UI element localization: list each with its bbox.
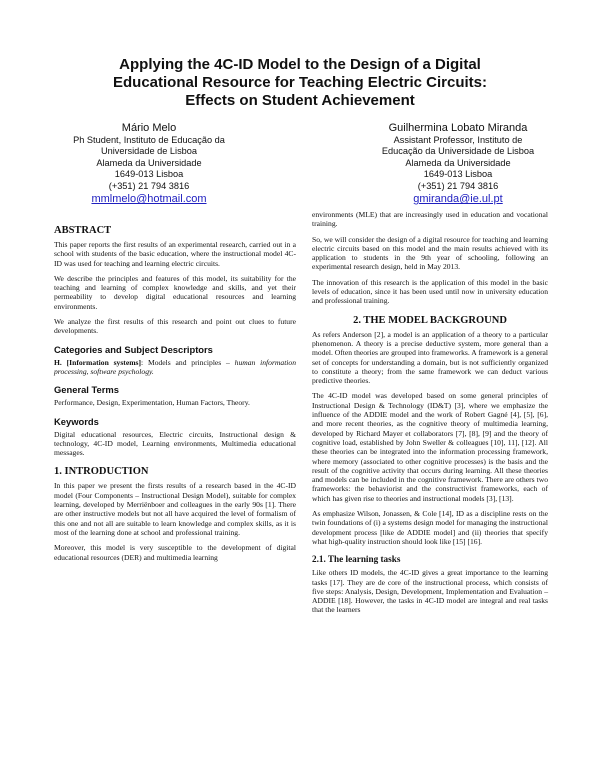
author-phone: (+351) 21 794 3816	[108, 180, 190, 191]
paper-title	[40, 56, 560, 110]
introduction-heading: 1. INTRODUCTION	[54, 466, 149, 478]
author-affiliation: Universidade de Lisboa	[100, 146, 198, 157]
author-affiliation: Assistant Professor, Instituto de	[393, 134, 523, 145]
abstract-paragraph: We analyze the first results of this research and point out clues to future developments.	[54, 317, 296, 336]
author-affiliation: Educação da Universidade de Lisboa	[381, 146, 535, 157]
introduction-paragraph: Moreover, this model is very susceptible to the development of digital educational resources (DER) and multimedia learning	[54, 543, 296, 562]
author-address: 1649-013 Lisboa	[114, 169, 184, 180]
author-name: Mário Melo	[121, 122, 177, 134]
learning-tasks-paragraph: Like others ID models, the 4C-ID gives a great importance to the learning tasks [17]. They are de core of the instructional process, which consists of five steps: Analysis, Design, Development, Implementation and Evaluation – ADDIE [18]. However, the tasks in 4C-ID model are integral and real tasks that the learners	[312, 568, 548, 615]
categories-text: : Models and principles –	[141, 357, 235, 367]
general-terms-heading: General Terms	[54, 384, 119, 396]
abstract-paragraph: This paper reports the first results of an experimental research, carried out in a school with students of the basic education, where the instructional model 4C-ID was used for teaching and learning electric circuits.	[54, 240, 296, 268]
author-block-melo	[60, 122, 238, 206]
abstract-paragraph: We describe the principles and features of this model, its suitability for the teaching and learning of complex knowledge and skills, and yet their permeability to develop digital educational resources and learning environments.	[54, 273, 296, 311]
left-column	[54, 225, 296, 568]
introduction-paragraph: In this paper we present the firsts results of a research based in the 4C-ID model (Four Components – Instructional Design Model), suitable for complex learning, developed by Merriënboer and colleagues in the early 90s [1]. There are other instructive models but not all have acquired the level of formalism of this one and not all are suitable to learn knowledge and complex skills, as it is most of the learning done at school and professional training.	[54, 481, 296, 537]
categories-italic: human information processing, software psychology.	[54, 357, 297, 376]
author-affiliation: Ph Student, Instituto de Educação da	[73, 134, 225, 145]
title-line: Educational Resource for Teaching Electric Circuits:	[113, 74, 487, 91]
author-phone: (+351) 21 794 3816	[417, 180, 499, 191]
author-address: Alameda da Universidade	[405, 157, 511, 168]
background-paragraph: The 4C-ID model was developed based on some general principles of Instructional Design & Technology (ID&T) [3], where we emphasize the influence of the ADDIE model and the work of Robert Gagné [4], [5], [6], and more recent theories, as the cognitive theory of multimedia learning, developed by Richard Mayer et collaborators [7], [8], [9] and the theory of cognitive load, established by John Sweller & colleagues [10], 11], [12]. All these theories can be integrated into the information processing framework, where memory (associated to other cognitive processes) is the basis and the result of the cognitive activity that occurs during learning. All these theories and models can be included in the cognitive framework. There are others two frameworks: the behaviorist and the constructivist frameworks, each of which has given rise to theories and instructional models [3], [13].	[312, 391, 548, 503]
abstract-heading: ABSTRACT	[54, 225, 112, 236]
model-background-heading: 2. THE MODEL BACKGROUND	[353, 314, 507, 326]
background-paragraph: As emphasize Wilson, Jonassen, & Cole [14], ID as a discipline rests on the twin foundations of (i) a systems design model for managing the instructional development process [like de ADDIE model] and (ii) theories that specify what high-quality instruction should look like [15] [16].	[312, 509, 548, 546]
author-block-miranda	[370, 122, 546, 206]
author-address: Alameda da Universidade	[96, 157, 202, 168]
title-line: Applying the 4C-ID Model to the Design of a Digital	[119, 56, 481, 73]
learning-tasks-heading: 2.1. The learning tasks	[312, 554, 401, 565]
author-address: 1649-013 Lisboa	[423, 169, 493, 180]
categories-heading: Categories and Subject Descriptors	[54, 343, 213, 355]
author-name: Guilhermina Lobato Miranda	[388, 122, 528, 134]
author-email-link[interactable]: mmlmelo@hotmail.com	[91, 193, 207, 206]
author-email-link[interactable]: gmiranda@ie.ul.pt	[413, 193, 503, 206]
introduction-paragraph: The innovation of this research is the application of this model in the basic levels of education, since it has been used until now in university education and professional training.	[312, 277, 548, 306]
title-line: Effects on Student Achievement	[185, 92, 415, 109]
categories-paragraph	[54, 358, 296, 377]
general-terms-text: Performance, Design, Experimentation, Human Factors, Theory.	[54, 398, 250, 408]
keywords-heading: Keywords	[54, 415, 99, 427]
background-paragraph: As refers Anderson [2], a model is an application of a theory to a particular phenomenon. A theory is a precise deductive system, more general than a model. Often theories are grouped into frameworks. A framework is a general set of concepts for understanding a domain, but is not sufficiently organized to constitute a theory; from the same framework we can deduct various predictive theories.	[312, 329, 548, 386]
categories-code: H. [Information systems]	[54, 357, 142, 367]
keywords-text: Digital educational resources, Electric circuits, Instructional design & technology, 4C-ID model, Learning environments, Multimedia educational messages.	[54, 429, 296, 458]
right-column	[312, 210, 548, 621]
introduction-paragraph: So, we will consider the design of a digital resource for teaching and learning electric circuits based on this model and the main results achieved with its application to students in the 9th year of schooling, following an experimental research design, held in May 2013.	[312, 234, 548, 272]
introduction-paragraph-continued: environments (MLE) that are increasingly used in education and vocational training.	[312, 210, 548, 229]
